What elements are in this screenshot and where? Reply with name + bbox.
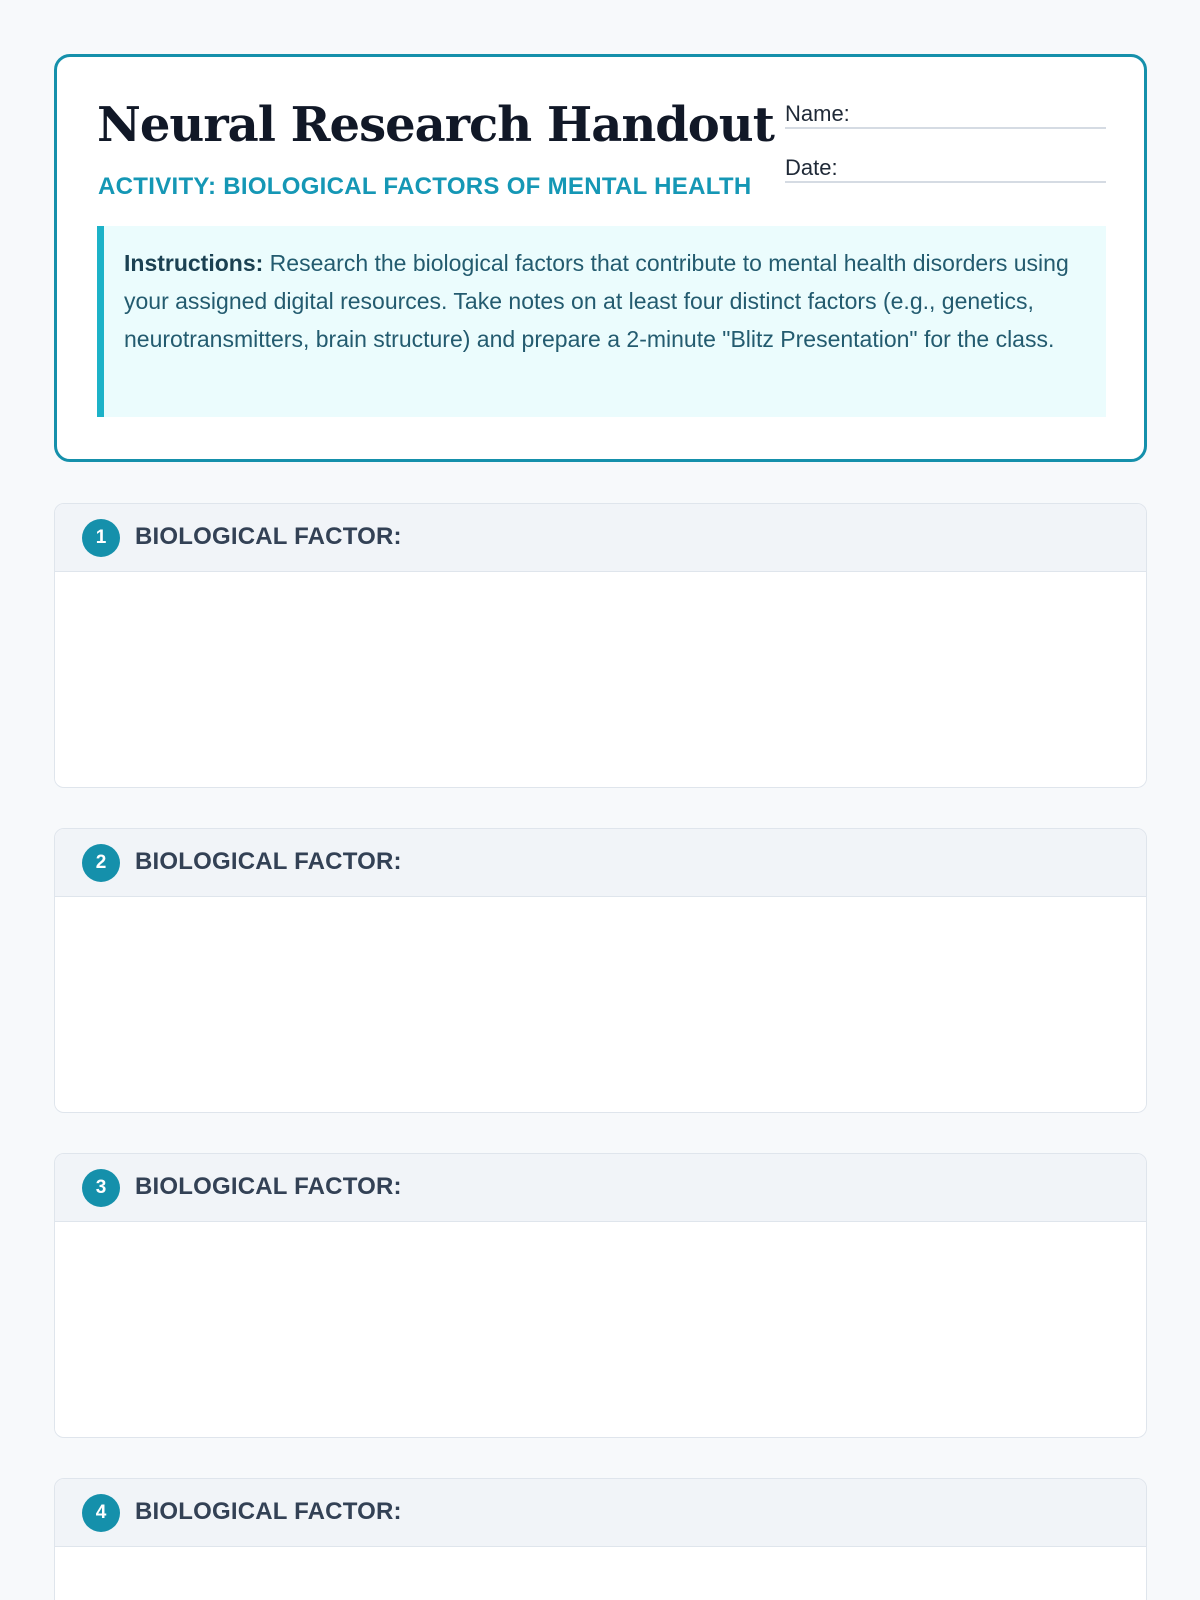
- date-label: Date:: [785, 155, 838, 180]
- factor-notes-area[interactable]: [55, 572, 1146, 785]
- factor-card-3: [54, 1153, 1147, 1438]
- header-card: [54, 54, 1147, 462]
- factor-number-badge: 4: [82, 1494, 120, 1532]
- date-field: [785, 155, 1106, 183]
- factor-header: [55, 829, 1146, 897]
- factor-header: [55, 1479, 1146, 1547]
- factor-card-2: [54, 828, 1147, 1113]
- factor-number-badge: 3: [82, 1169, 120, 1207]
- instructions-text: Research the biological factors that contribute to mental health disorders using your assigned digital resources. Take notes on at least four distinct factors (e.g., genetics, neurotransmitters, brain structure) and prepare a 2-minute "Blitz Presentation" for the class.: [124, 250, 1069, 352]
- factor-header: [55, 504, 1146, 572]
- factor-header: [55, 1154, 1146, 1222]
- name-field: [785, 101, 1106, 129]
- factor-label: BIOLOGICAL FACTOR:: [135, 1173, 402, 1200]
- factor-notes-area[interactable]: [55, 1222, 1146, 1435]
- factor-number-badge: 1: [82, 519, 120, 557]
- factor-label: BIOLOGICAL FACTOR:: [135, 523, 402, 550]
- date-input[interactable]: [863, 155, 1106, 181]
- name-input[interactable]: [863, 101, 1106, 127]
- factor-card-4: [54, 1478, 1147, 1600]
- factor-label: BIOLOGICAL FACTOR:: [135, 1498, 402, 1525]
- factor-notes-area[interactable]: [55, 1547, 1146, 1600]
- factor-card-1: [54, 503, 1147, 788]
- instructions-box: [97, 226, 1106, 417]
- name-label: Name:: [785, 101, 850, 126]
- factor-number-badge: 2: [82, 844, 120, 882]
- factor-label: BIOLOGICAL FACTOR:: [135, 848, 402, 875]
- factor-notes-area[interactable]: [55, 897, 1146, 1110]
- activity-subtitle: ACTIVITY: BIOLOGICAL FACTORS OF MENTAL HEALTH: [98, 173, 752, 200]
- instructions-lead: Instructions:: [124, 250, 264, 276]
- page-title: Neural Research Handout: [97, 97, 774, 153]
